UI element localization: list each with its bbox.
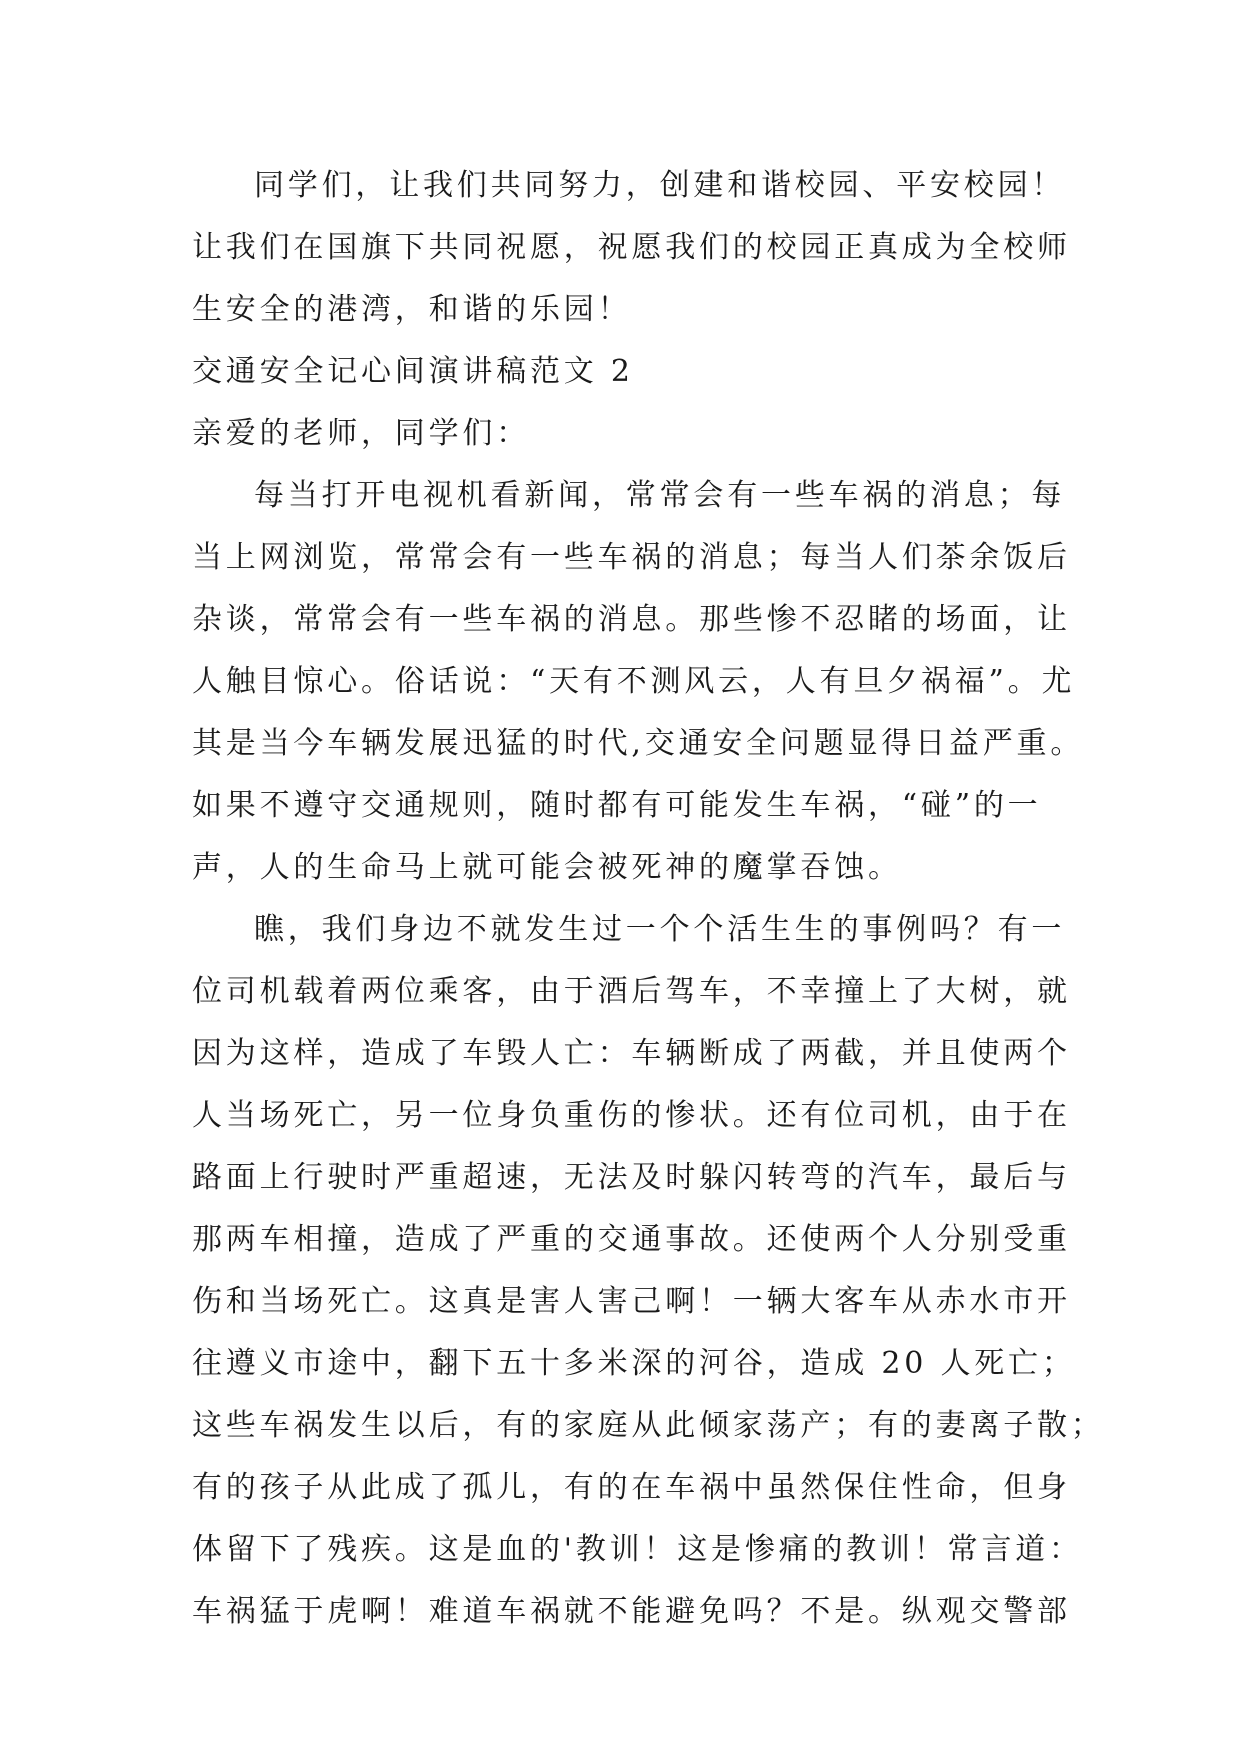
- text-line: 声，人的生命马上就可能会被死神的魔掌吞蚀。: [192, 850, 902, 885]
- text-line: 当上网浏览，常常会有一些车祸的消息；每当人们茶余饭后: [192, 540, 1071, 575]
- text-line: 瞧，我们身边不就发生过一个个活生生的事例吗？有一: [254, 912, 1066, 947]
- text-line: 路面上行驶时严重超速，无法及时躲闪转弯的汽车，最后与: [192, 1160, 1071, 1195]
- text-line: 让我们在国旗下共同祝愿，祝愿我们的校园正真成为全校师: [192, 230, 1071, 265]
- text-line: 人当场死亡，另一位身负重伤的惨状。还有位司机，由于在: [192, 1098, 1071, 1133]
- text-line: 车祸猛于虎啊！难道车祸就不能避免吗？不是。纵观交警部: [192, 1594, 1071, 1629]
- text-line: 因为这样，造成了车毁人亡：车辆断成了两截，并且使两个: [192, 1036, 1071, 1071]
- document-body: [192, 155, 1105, 1643]
- text-line: 其是当今车辆发展迅猛的时代,交通安全问题显得日益严重。: [192, 726, 1085, 761]
- text-line: 生安全的港湾，和谐的乐园！: [192, 292, 632, 327]
- text-line: 如果不遵守交通规则，随时都有可能发生车祸，“碰”的一: [192, 788, 1042, 823]
- text-line: 往遵义市途中，翻下五十多米深的河谷，造成 20 人死亡；: [192, 1346, 1076, 1381]
- text-line: 同学们，让我们共同努力，创建和谐校园、平安校园！: [254, 168, 1066, 203]
- text-line: 体留下了残疾。这是血的'教训！这是惨痛的教训！常言道：: [192, 1532, 1083, 1567]
- text-line: 每当打开电视机看新闻，常常会有一些车祸的消息；每: [254, 478, 1066, 513]
- text-line: 伤和当场死亡。这真是害人害己啊！一辆大客车从赤水市开: [192, 1284, 1071, 1319]
- text-line: 亲爱的老师，同学们：: [192, 416, 530, 451]
- text-line: 交通安全记心间演讲稿范文 2: [192, 354, 634, 389]
- text-line: 人触目惊心。俗话说：“天有不测风云，人有旦夕祸福”。尤: [192, 664, 1076, 699]
- text-line: 位司机载着两位乘客，由于酒后驾车，不幸撞上了大树，就: [192, 974, 1071, 1009]
- text-line: 杂谈，常常会有一些车祸的消息。那些惨不忍睹的场面，让: [192, 602, 1071, 637]
- text-line: 这些车祸发生以后，有的家庭从此倾家荡产；有的妻离子散；: [192, 1408, 1105, 1443]
- text-line: 那两车相撞，造成了严重的交通事故。还使两个人分别受重: [192, 1222, 1071, 1257]
- text-line: 有的孩子从此成了孤儿，有的在车祸中虽然保住性命，但身: [192, 1470, 1071, 1505]
